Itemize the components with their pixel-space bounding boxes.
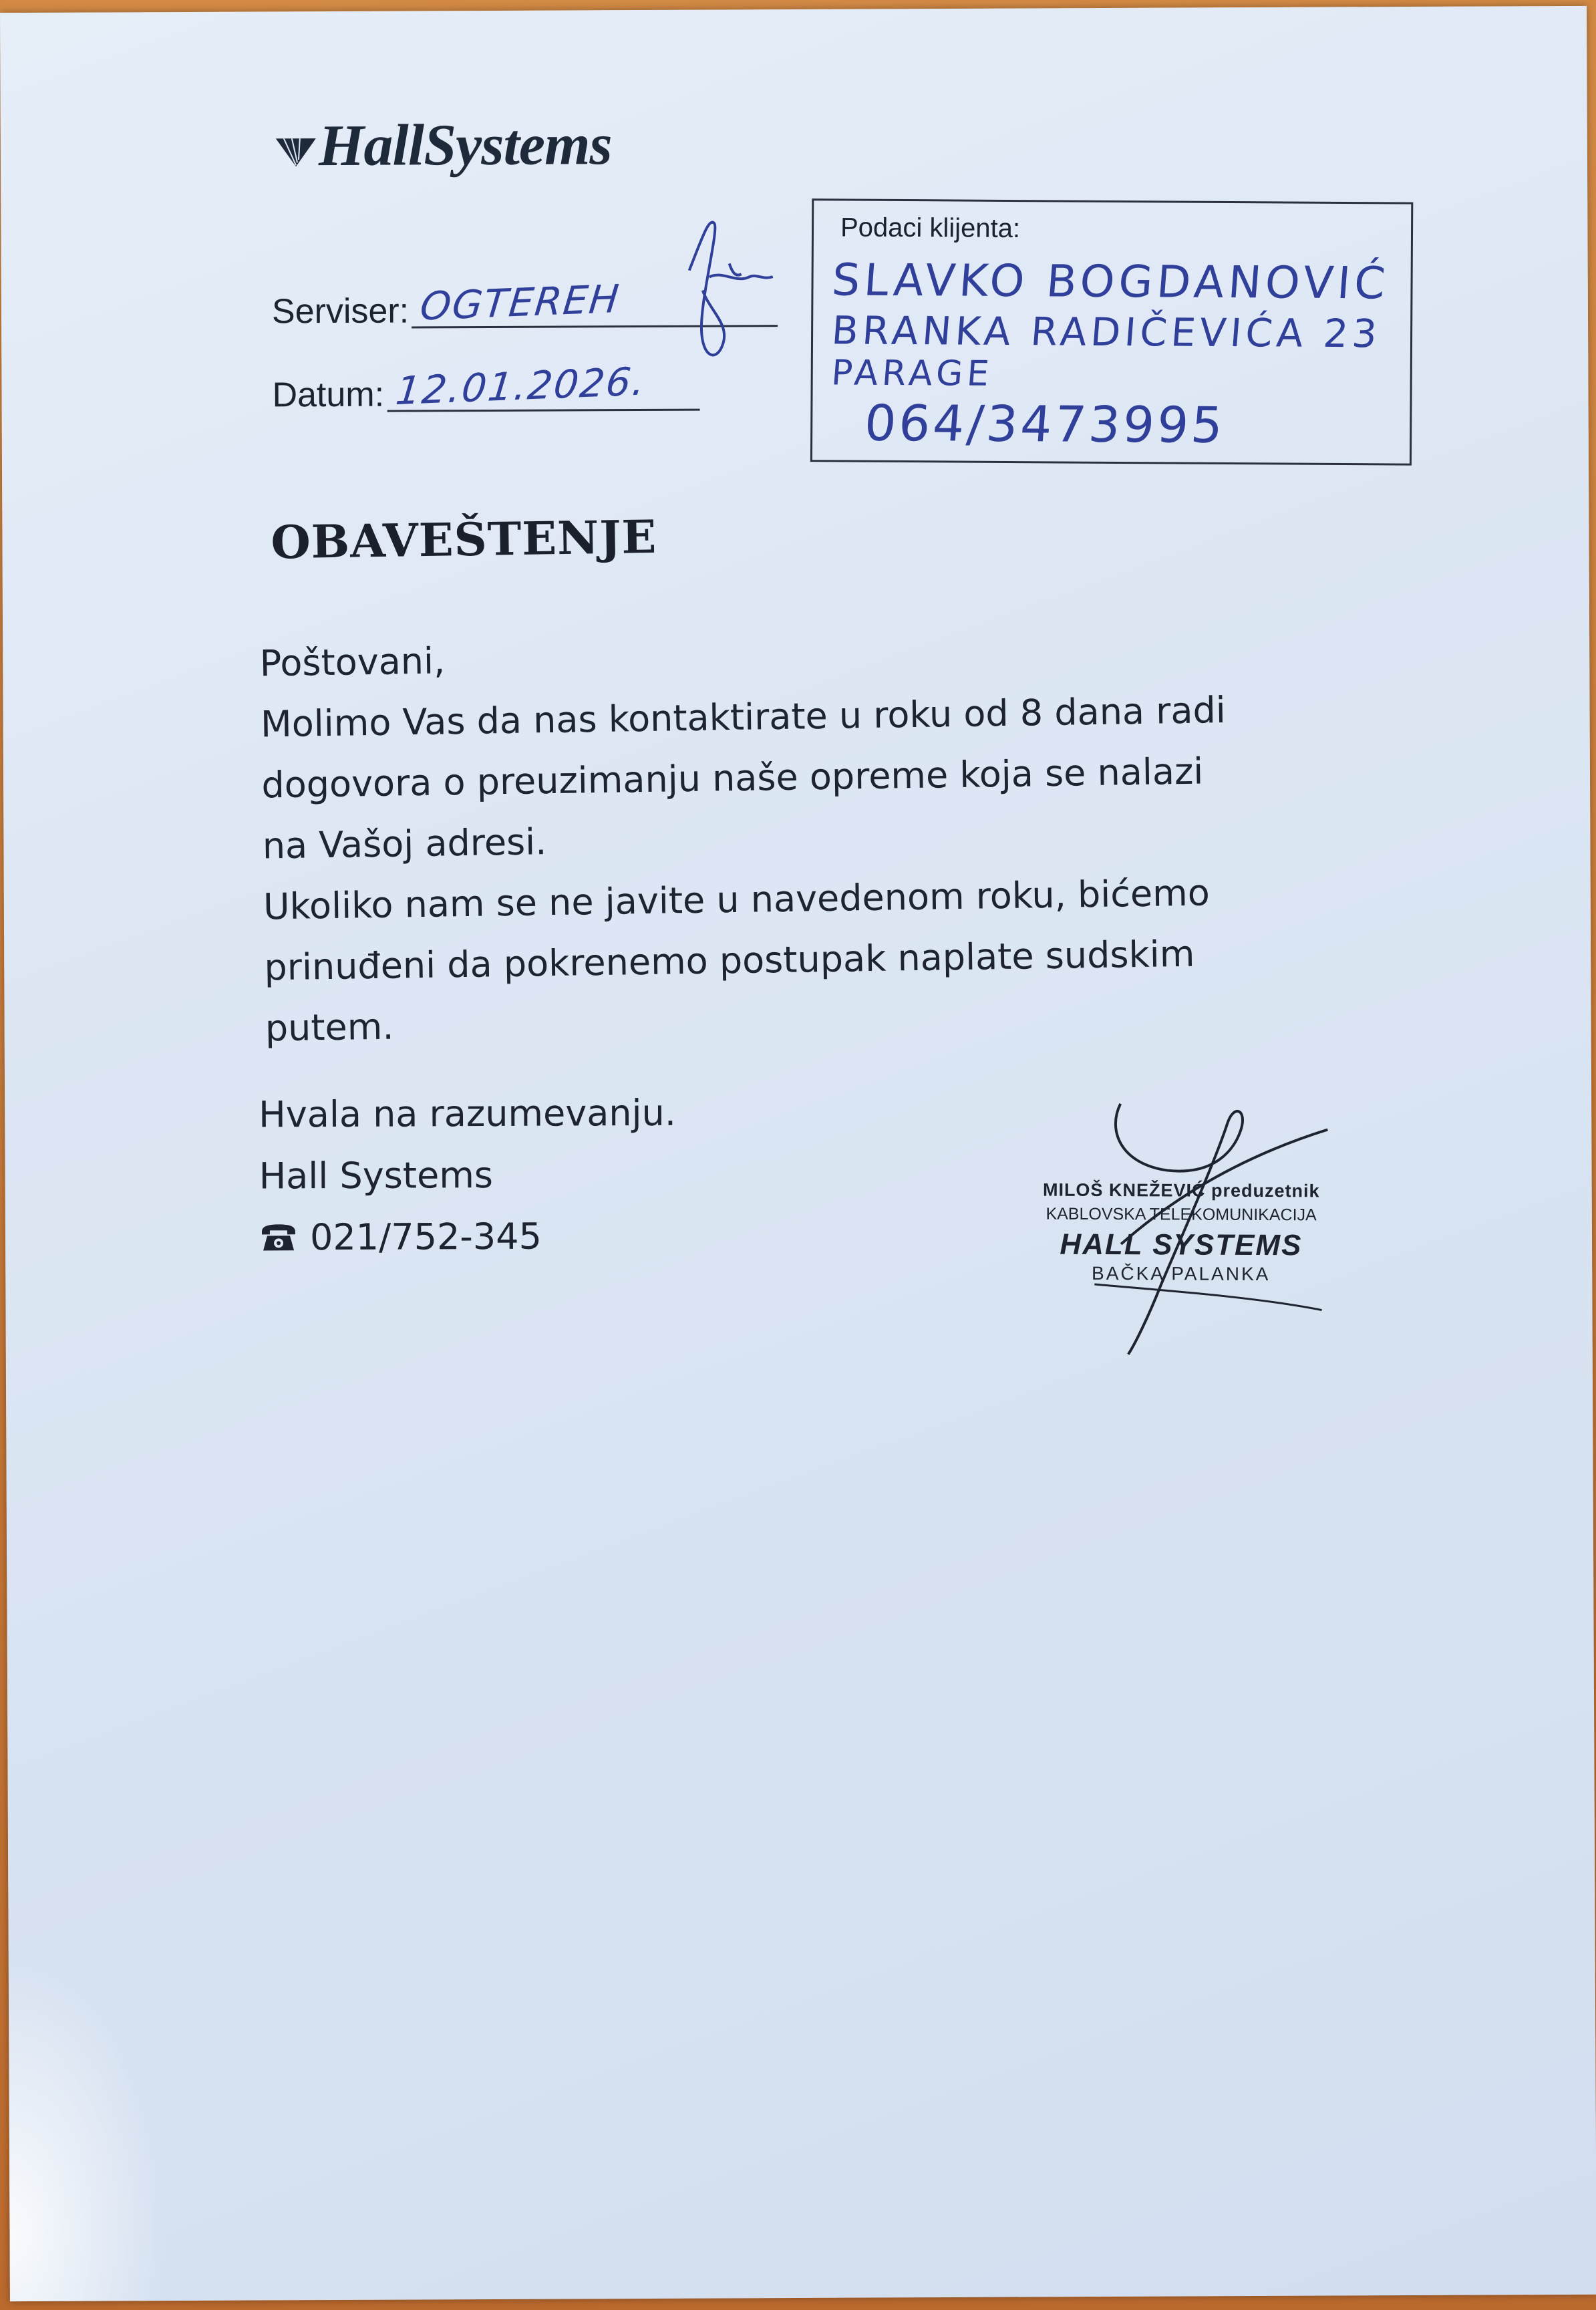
date-value-line xyxy=(387,358,699,414)
stamp-activity: KABLOVSKA TELEKOMUNIKACIJA xyxy=(1046,1204,1317,1225)
stamp-company: HALL SYSTEMS xyxy=(1060,1228,1303,1262)
company-logo xyxy=(275,112,612,179)
owner-signature xyxy=(1067,1089,1349,1358)
client-city: PARAGE xyxy=(830,353,995,394)
notice-heading: OBAVEŠTENJE xyxy=(270,510,657,570)
body-line: dogovora o preuzimanju naše opreme koja se nalazi xyxy=(261,750,1204,807)
phone-icon xyxy=(259,1222,298,1253)
body-line: prinuđeni da pokrenemo postupak naplate sudskim xyxy=(264,932,1195,989)
servicer-signature xyxy=(662,210,776,371)
client-name: SLAVKO BOGDANOVIĆ xyxy=(830,254,1392,309)
client-phone: 064/3473995 xyxy=(862,394,1228,454)
closing-company: Hall Systems xyxy=(259,1153,494,1197)
closing-block xyxy=(259,1082,677,1269)
document-page xyxy=(0,6,1596,2301)
date-label: Datum: xyxy=(272,375,385,415)
servicer-label: Serviser: xyxy=(271,291,410,331)
body-line: Molimo Vas da nas kontaktirate u roku od 8 dana radi xyxy=(260,689,1227,746)
date-field xyxy=(272,358,699,415)
stamp-location: BAČKA PALANKA xyxy=(1092,1262,1271,1285)
closing-phone-row xyxy=(259,1205,677,1269)
servicer-value: OGTEREH xyxy=(418,275,623,329)
body-line: putem. xyxy=(265,1005,394,1050)
body-line: na Vašoj adresi. xyxy=(262,821,547,867)
closing-thanks: Hvala na razumevanju. xyxy=(259,1091,677,1136)
notice-body xyxy=(259,616,1401,1058)
closing-phone-number: 021/752-345 xyxy=(309,1215,542,1259)
date-value: 12.01.2026. xyxy=(393,358,648,414)
client-box-label: Podaci klijenta: xyxy=(840,212,1021,244)
light-glare xyxy=(9,1953,170,2301)
client-street: BRANKA RADIČEVIĆA 23 xyxy=(830,307,1383,357)
body-line: Poštovani, xyxy=(259,639,446,685)
logo-text: HallSystems xyxy=(318,112,612,179)
logo-triangle-icon xyxy=(275,136,317,168)
body-line: Ukoliko nam se ne javite u navedenom roku, bićemo xyxy=(263,871,1211,928)
stamp-owner: MILOŠ KNEŽEVIĆ preduzetnik xyxy=(1042,1179,1320,1201)
client-info-box xyxy=(810,198,1413,465)
